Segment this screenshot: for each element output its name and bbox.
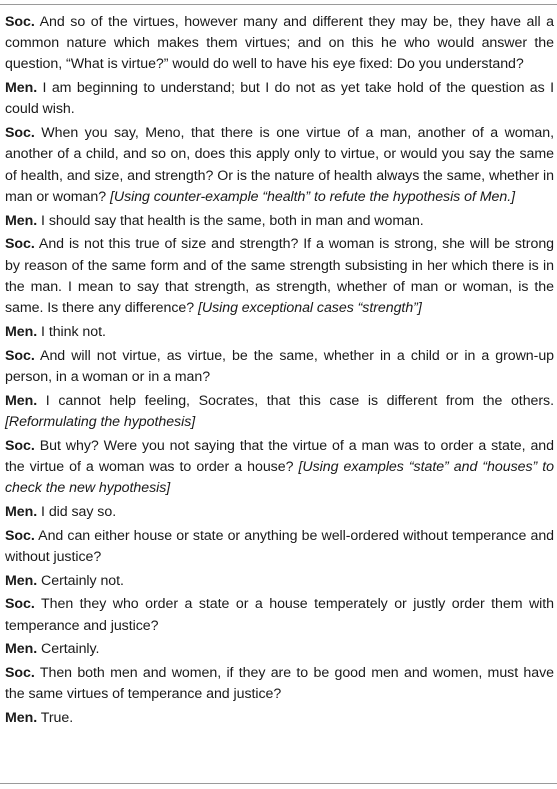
speech-text: And is not this true of size and strength? If a woman is strong, she will be strong by reason of the same form and of the same strength subsisting in her which there is in the man. I mean to say that strength, as strength, whether of man or woman, is the same. Is there any difference?: [5, 236, 555, 317]
speech-text: Then both men and women, if they are to be good men and women, must have the same virtues of temperance and justice?: [5, 665, 554, 703]
speaker-label: Men.: [5, 323, 38, 340]
dialogue-line: [5, 663, 554, 705]
speaker-label: Men.: [5, 503, 38, 520]
dialogue-line: [5, 211, 554, 232]
speaker-label: Soc.: [5, 236, 35, 253]
speech-text: And will not virtue, as virtue, be the same, whether in a child or in a grown-up person, in a woman or in a man?: [5, 347, 554, 385]
speaker-label: Soc.: [5, 125, 35, 142]
annotation-note: [Reformulating the hypothesis]: [5, 413, 196, 430]
speaker-label: Men.: [5, 80, 38, 97]
speaker-label: Men.: [5, 212, 38, 229]
dialogue-line: [5, 78, 554, 120]
speech-text: And can either house or state or anything be well-ordered without temperance and without justice?: [5, 527, 554, 565]
speaker-label: Men.: [5, 392, 38, 409]
speech-text: I cannot help feeling, Socrates, that this case is different from the others.: [45, 392, 554, 409]
dialogue-line: [5, 571, 554, 592]
annotation-note: [Using examples “state” and “houses” to check the new hypothesis]: [5, 458, 554, 497]
dialogue-line: [5, 234, 554, 319]
speech-text: Certainly.: [41, 641, 100, 658]
dialogue-rows: [5, 12, 554, 732]
speaker-label: Men.: [5, 710, 38, 727]
speaker-label: Men.: [5, 572, 38, 589]
speech-text: I think not.: [41, 323, 106, 340]
bottom-rule: [0, 783, 557, 784]
speech-text: And so of the virtues, however many and different they may be, they have all a common nature which makes them virtues; and on this he who would answer the question, “What is virtue?” would do well to have his eye fixed: Do you understand?: [5, 14, 555, 73]
dialogue-line: [5, 346, 554, 388]
annotation-note: [Using exceptional cases “strength”]: [198, 300, 422, 317]
dialogue-line: [5, 639, 554, 660]
dialogue-line: [5, 12, 554, 76]
dialogue-line: [5, 322, 554, 343]
speaker-label: Soc.: [5, 665, 35, 682]
speech-text: But why? Were you not saying that the virtue of a man was to order a state, and the virtue of a woman was to order a house?: [5, 437, 554, 475]
top-rule: [0, 4, 557, 5]
speaker-label: Soc.: [5, 437, 35, 454]
dialogue-line: [5, 436, 554, 500]
dialogue-line: [5, 526, 554, 568]
speech-text: When you say, Meno, that there is one virtue of a man, another of a woman, another of a child, and so on, does this apply only to virtue, or would you say the same of health, and size, and strength? Or is the nature of health always the same, whether in man or woman?: [5, 125, 554, 205]
dialogue-line: [5, 708, 554, 729]
speech-text: Then they who order a state or a house temperately or justly order them with temperance and justice?: [5, 596, 554, 634]
speaker-label: Soc.: [5, 527, 35, 544]
speech-text: Certainly not.: [41, 572, 124, 589]
speaker-label: Soc.: [5, 596, 35, 613]
dialogue-line: [5, 502, 554, 523]
speech-text: I did say so.: [41, 503, 117, 520]
speech-text: True.: [40, 710, 74, 727]
speaker-label: Men.: [5, 641, 38, 658]
speech-text: I am beginning to understand; but I do not as yet take hold of the question as I could wish.: [5, 80, 554, 118]
speech-text: I should say that health is the same, both in man and woman.: [41, 212, 424, 229]
speaker-label: Soc.: [5, 347, 35, 364]
dialogue-line: [5, 391, 554, 433]
dialogue-line: [5, 594, 554, 636]
dialogue-line: [5, 123, 554, 208]
annotation-note: [Using counter-example “health” to refute the hypothesis of Men.]: [109, 188, 515, 205]
speaker-label: Soc.: [5, 14, 35, 30]
